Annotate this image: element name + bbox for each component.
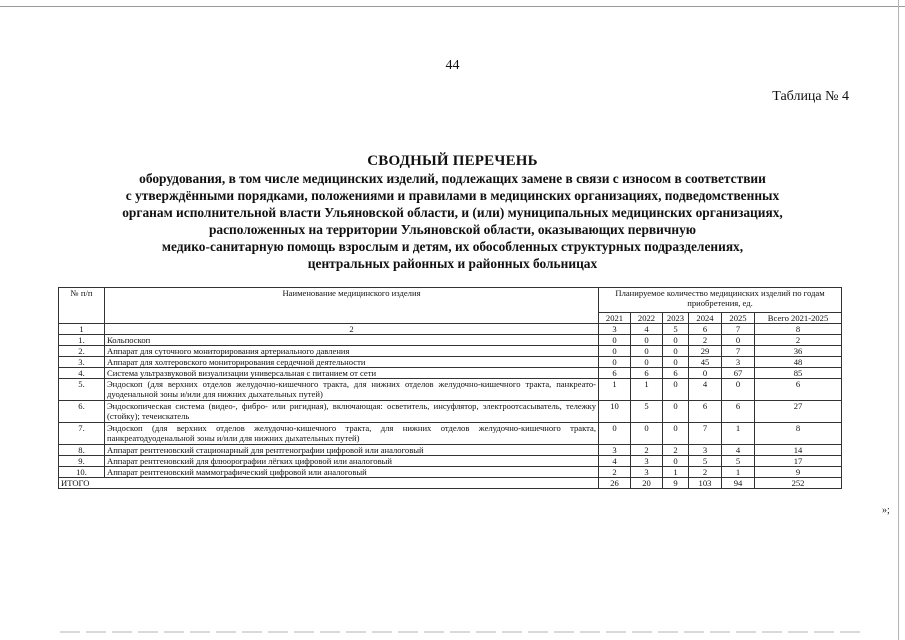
subtitle-line: медико-санитарную помощь взрослым и детям, их обособленных структурных подразделениях, xyxy=(161,239,744,254)
total-year-value: 20 xyxy=(631,478,663,489)
row-year-value: 0 xyxy=(599,335,631,346)
row-year-value: 0 xyxy=(722,335,755,346)
table-row xyxy=(59,357,886,368)
row-year-value: 1 xyxy=(599,379,631,401)
table-row xyxy=(59,467,886,478)
total-label: ИТОГО xyxy=(59,478,599,489)
row-year-value: 1 xyxy=(722,467,755,478)
header-total: Всего 2021-2025 xyxy=(755,313,842,324)
subtitle-line: органам исполнительной власти Ульяновской области, и (или) муниципальных медицинских организациях, xyxy=(122,205,783,220)
row-year-value: 0 xyxy=(663,423,689,445)
row-number: 6. xyxy=(59,401,105,423)
page-number: 44 xyxy=(445,58,460,73)
row-item-name: Аппарат рентгеновский маммографический цифровой или аналоговый xyxy=(105,467,599,478)
row-number: 3. xyxy=(59,357,105,368)
total-year-value: 26 xyxy=(599,478,631,489)
column-number: 3 xyxy=(599,324,631,335)
row-year-value: 6 xyxy=(631,368,663,379)
grand-total-value: 252 xyxy=(755,478,842,489)
row-year-value: 0 xyxy=(631,423,663,445)
row-total-value: 6 xyxy=(755,379,842,401)
row-year-value: 1 xyxy=(631,379,663,401)
header-year: 2024 xyxy=(689,313,722,324)
column-number: 4 xyxy=(631,324,663,335)
row-year-value: 67 xyxy=(722,368,755,379)
total-year-value: 9 xyxy=(663,478,689,489)
total-row xyxy=(59,478,886,489)
page-edge-right xyxy=(898,0,899,640)
row-year-value: 45 xyxy=(689,357,722,368)
table-row xyxy=(59,379,886,401)
row-total-value: 8 xyxy=(755,423,842,445)
table-label: Таблица № 4 xyxy=(772,89,849,104)
row-total-value: 85 xyxy=(755,368,842,379)
row-year-value: 6 xyxy=(599,368,631,379)
row-year-value: 7 xyxy=(689,423,722,445)
table-row xyxy=(59,445,886,456)
row-total-value: 9 xyxy=(755,467,842,478)
table-margin xyxy=(842,288,886,489)
row-year-value: 2 xyxy=(689,467,722,478)
row-year-value: 4 xyxy=(599,456,631,467)
subtitle-line: с утверждёнными порядками, положениями и правилами в медицинских организациях, подведомственных xyxy=(125,188,780,203)
header-year: 2021 xyxy=(599,313,631,324)
row-item-name: Аппарат рентгеновский стационарный для рентгенографии цифровой или аналоговый xyxy=(105,445,599,456)
closing-quote-mark: »; xyxy=(882,505,890,516)
row-year-value: 3 xyxy=(631,467,663,478)
row-number: 1. xyxy=(59,335,105,346)
column-number: 8 xyxy=(755,324,842,335)
row-year-value: 0 xyxy=(663,357,689,368)
document-subtitle xyxy=(60,170,845,272)
total-year-value: 94 xyxy=(722,478,755,489)
row-year-value: 0 xyxy=(663,379,689,401)
total-year-value: 103 xyxy=(689,478,722,489)
subtitle-line: оборудования, в том числе медицинских изделий, подлежащих замене в связи с износом в соответствии xyxy=(139,171,766,186)
row-year-value: 5 xyxy=(722,456,755,467)
column-number: 7 xyxy=(722,324,755,335)
row-year-value: 0 xyxy=(599,346,631,357)
row-year-value: 3 xyxy=(722,357,755,368)
header-year: 2022 xyxy=(631,313,663,324)
row-number: 8. xyxy=(59,445,105,456)
table-row xyxy=(59,346,886,357)
row-year-value: 0 xyxy=(663,456,689,467)
row-item-name: Аппарат рентгеновский для флюорографии лёгких цифровой или аналоговый xyxy=(105,456,599,467)
row-year-value: 0 xyxy=(599,423,631,445)
row-year-value: 7 xyxy=(722,346,755,357)
header-item-name: Наименование медицинского изделия xyxy=(105,288,599,324)
row-year-value: 4 xyxy=(689,379,722,401)
row-year-value: 0 xyxy=(599,357,631,368)
row-year-value: 3 xyxy=(631,456,663,467)
row-year-value: 0 xyxy=(663,401,689,423)
table-row xyxy=(59,335,886,346)
row-year-value: 6 xyxy=(689,401,722,423)
row-year-value: 0 xyxy=(631,346,663,357)
row-item-name: Эндоскоп (для верхних отделов желудочно-кишечного тракта, для нижних отделов желудочно-кишечного тракта, панкреато-дуоденальной зоны и/или для нижних дыхательных путей) xyxy=(105,379,599,401)
row-year-value: 29 xyxy=(689,346,722,357)
row-total-value: 17 xyxy=(755,456,842,467)
row-year-value: 0 xyxy=(631,335,663,346)
row-year-value: 0 xyxy=(689,368,722,379)
row-year-value: 2 xyxy=(689,335,722,346)
row-year-value: 3 xyxy=(689,445,722,456)
row-item-name: Аппарат для холтеровского мониторирования сердечной деятельности xyxy=(105,357,599,368)
column-number: 5 xyxy=(663,324,689,335)
table-row xyxy=(59,401,886,423)
row-number: 5. xyxy=(59,379,105,401)
row-year-value: 5 xyxy=(689,456,722,467)
row-total-value: 2 xyxy=(755,335,842,346)
header-year: 2025 xyxy=(722,313,755,324)
row-year-value: 2 xyxy=(631,445,663,456)
document-title: СВОДНЫЙ ПЕРЕЧЕНЬ xyxy=(367,153,538,169)
row-total-value: 14 xyxy=(755,445,842,456)
subtitle-line: расположенных на территории Ульяновской области, оказывающих первичную xyxy=(208,222,697,237)
scan-artifact-line xyxy=(60,631,860,633)
header-year: 2023 xyxy=(663,313,689,324)
row-number: 2. xyxy=(59,346,105,357)
row-total-value: 27 xyxy=(755,401,842,423)
column-number: 6 xyxy=(689,324,722,335)
page-edge-top xyxy=(0,6,905,7)
row-item-name: Аппарат для суточного мониторирования артериального давления xyxy=(105,346,599,357)
row-item-name: Эндоскопическая система (видео-, фибро- или ригидная), включающая: осветитель, инсуфлятор, электроотсасыватель, тележку (стойку); течеискатель xyxy=(105,401,599,423)
row-number: 4. xyxy=(59,368,105,379)
row-year-value: 3 xyxy=(599,445,631,456)
row-number: 10. xyxy=(59,467,105,478)
row-year-value: 0 xyxy=(631,357,663,368)
table-row xyxy=(59,423,886,445)
row-number: 7. xyxy=(59,423,105,445)
equipment-table xyxy=(58,287,886,489)
row-item-name: Эндоскоп (для верхних отделов желудочно-кишечного тракта, для нижних отделов желудочно-кишечного тракта, панкреатодуоденальной зоны и/или для нижних дыхательных путей) xyxy=(105,423,599,445)
row-year-value: 1 xyxy=(722,423,755,445)
column-number: 1 xyxy=(59,324,105,335)
row-year-value: 5 xyxy=(631,401,663,423)
subtitle-line: центральных районных и районных больницах xyxy=(307,256,598,271)
row-number: 9. xyxy=(59,456,105,467)
row-year-value: 2 xyxy=(599,467,631,478)
row-item-name: Система ультразвуковой визуализации универсальная с питанием от сети xyxy=(105,368,599,379)
row-year-value: 0 xyxy=(663,335,689,346)
row-year-value: 2 xyxy=(663,445,689,456)
row-total-value: 36 xyxy=(755,346,842,357)
row-year-value: 0 xyxy=(722,379,755,401)
row-year-value: 6 xyxy=(663,368,689,379)
table-row xyxy=(59,456,886,467)
row-year-value: 10 xyxy=(599,401,631,423)
row-year-value: 6 xyxy=(722,401,755,423)
header-planned-quantity: Планируемое количество медицинских изделий по годам приобретения, ед. xyxy=(599,288,842,313)
header-number: № п/п xyxy=(59,288,105,324)
row-year-value: 0 xyxy=(663,346,689,357)
row-item-name: Кольпоскоп xyxy=(105,335,599,346)
table-row xyxy=(59,368,886,379)
column-number: 2 xyxy=(105,324,599,335)
row-year-value: 1 xyxy=(663,467,689,478)
row-year-value: 4 xyxy=(722,445,755,456)
row-total-value: 48 xyxy=(755,357,842,368)
